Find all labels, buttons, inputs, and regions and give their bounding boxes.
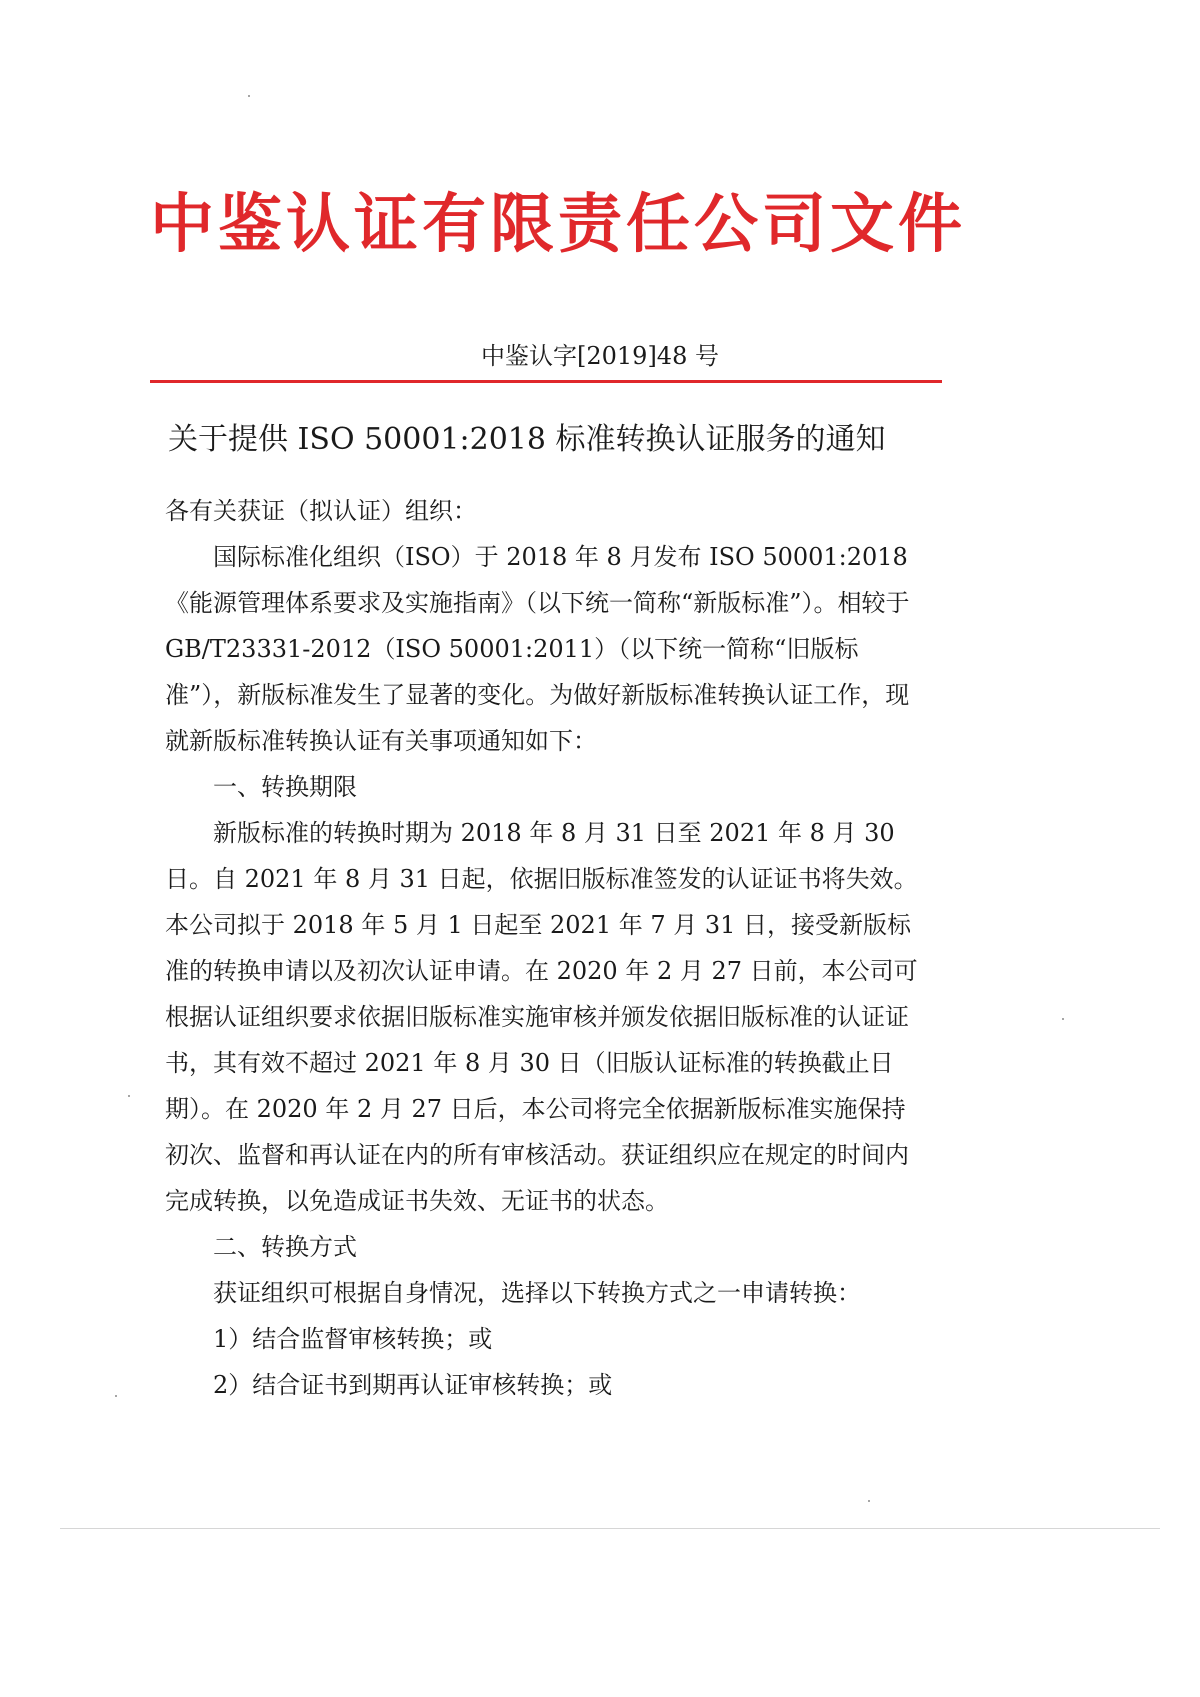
scan-edge-line [60, 1528, 1160, 1529]
scan-speck [868, 1500, 870, 1502]
org-letterhead-title: 中鉴认证有限责任公司文件 [150, 188, 966, 262]
scan-speck [248, 95, 250, 97]
scan-speck [128, 1095, 130, 1097]
scan-speck [1062, 1018, 1064, 1020]
intro-paragraph: 国际标准化组织（ISO）于 2018 年 8 月发布 ISO 50001:2018《能源管理体系要求及实施指南》（以下统一简称“新版标准”）。相较于 GB/T23331-2012（ISO 50001:2011）（以下统一简称“旧版标准”），新版标准发生了显著的变化。为做好新版标准转换认证工作，现就新版标准转换认证有关事项通知如下： [165, 543, 910, 755]
document-number: 中鉴认字[2019]48 号 [481, 342, 719, 370]
section-1-heading: 一、转换期限 [213, 773, 357, 801]
section-2-paragraph: 获证组织可根据自身情况，选择以下转换方式之一申请转换： [213, 1279, 861, 1307]
scan-speck [115, 1395, 117, 1397]
notice-title: 关于提供 ISO 50001:2018 标准转换认证服务的通知 [168, 422, 886, 457]
section-1-paragraph: 新版标准的转换时期为 2018 年 8 月 31 日至 2021 年 8 月 30 日。自 2021 年 8 月 31 日起，依据旧版标准签发的认证证书将失效。本公司拟于 2018 年 5 月 1 日起至 2021 年 7 月 31 日，接受新版标准的转换申请以及初次认证申请。在 2020 年 2 月 27 日前，本公司可根据认证组织要求依据旧版标准实施审核并颁发依据旧版标准的认证证书，其有效不超过 2021 年 8 月 30 日（旧版认证标准的转换截止日期）。在 2020 年 2 月 27 日后，本公司将完全依据新版标准实施保持初次、监督和再认证在内的所有审核活动。获证组织应在规定的时间内完成转换，以免造成证书失效、无证书的状态。 [165, 819, 918, 1215]
addressee: 各有关获证（拟认证）组织： [165, 497, 477, 525]
option-2: 2）结合证书到期再认证审核转换；或 [213, 1371, 613, 1399]
letterhead-divider [150, 380, 942, 383]
notice-body [165, 488, 925, 1408]
section-2-heading: 二、转换方式 [213, 1233, 357, 1261]
option-1: 1）结合监督审核转换；或 [213, 1325, 493, 1353]
